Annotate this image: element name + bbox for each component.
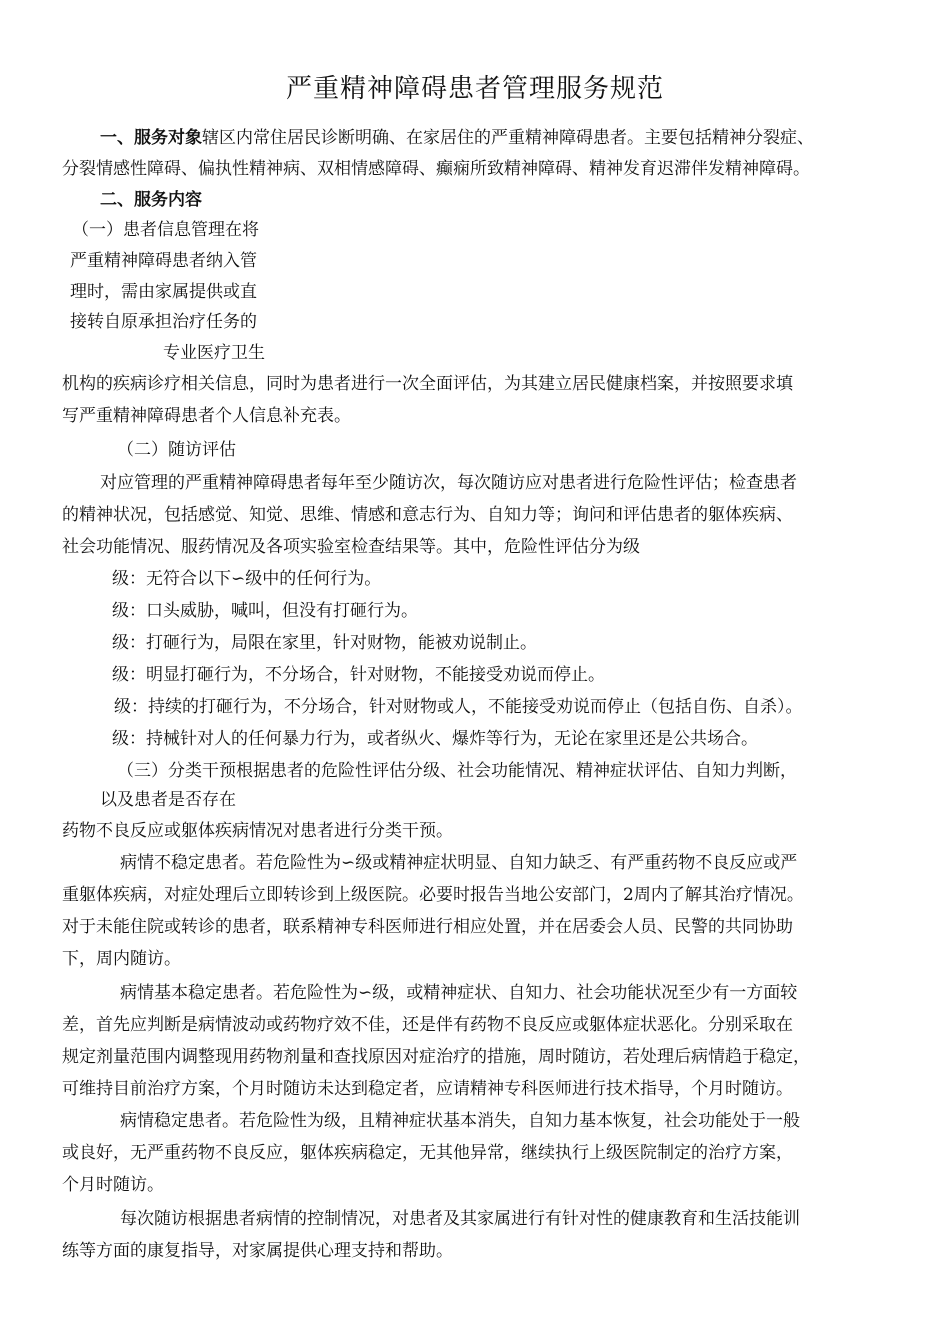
- p2-line2: 的精神状况，包括感觉、知觉、思维、情感和意志行为、自知力等；询问和评估患者的躯体疾病、: [62, 505, 793, 525]
- unstable-line1: 病情不稳定患者。若危险性为∽级或精神症状明显、自知力缺乏、有严重药物不良反应或严: [120, 853, 798, 873]
- document-title: 严重精神障碍患者管理服务规范: [285, 74, 664, 104]
- basic-line1: 病情基本稳定患者。若危险性为∽级，或精神症状、自知力、社会功能状况至少有一方面较: [120, 983, 798, 1003]
- risk-level-5: 级：持械针对人的任何暴力行为，或者纵火、爆炸等行为，无论在家里还是公共场合。: [112, 729, 758, 749]
- final-line2: 练等方面的康复指导，对家属提供心理支持和帮助。: [62, 1241, 453, 1261]
- p1-line2: 严重精神障碍患者纳入管: [70, 251, 257, 271]
- p1-line6: 机构的疾病诊疗相关信息，同时为患者进行一次全面评估，为其建立居民健康档案，并按照要求填: [62, 374, 793, 394]
- stable-line2: 或良好，无严重药物不良反应，躯体疾病稳定，无其他异常，继续执行上级医院制定的治疗方案，: [62, 1143, 793, 1163]
- section1-text-1: 辖区内常住居民诊断明确、在家居住的严重精神障碍患者。主要包括精神分裂症、: [202, 128, 814, 148]
- unstable-line4: 下，周内随访。: [62, 949, 181, 969]
- p1-line4: 接转自原承担治疗任务的: [70, 312, 257, 332]
- risk-level-2: 级：打砸行为，局限在家里，针对财物，能被劝说制止。: [112, 633, 537, 653]
- p1-line3: 理时，需由家属提供或直: [70, 282, 257, 302]
- section1-line1: [100, 127, 814, 149]
- risk-level-1: 级：口头威胁，喊叫，但没有打砸行为。: [112, 601, 418, 621]
- unstable-line3: 对于未能住院或转诊的患者，联系精神专科医师进行相应处置，并在居委会人员、民警的共同协助: [62, 917, 793, 937]
- risk-level-3: 级：明显打砸行为，不分场合，针对财物，不能接受劝说而停止。: [112, 665, 605, 685]
- p3-line1: （三）分类干预根据患者的危险性评估分级、社会功能情况、精神症状评估、自知力判断，: [117, 761, 797, 781]
- p1-line7: 写严重精神障碍患者个人信息补充表。: [62, 406, 351, 426]
- basic-line2: 差，首先应判断是病情波动或药物疗效不佳，还是伴有药物不良反应或躯体症状恶化。分别采取在: [62, 1015, 793, 1035]
- unstable-line2: 重躯体疾病，对症处理后立即转诊到上级医院。必要时报告当地公安部门，2周内了解其治疗情况。: [62, 885, 804, 905]
- stable-line3: 个月时随访。: [62, 1175, 164, 1195]
- section1-label: 一、服务对象: [100, 128, 202, 148]
- risk-level-4: 级：持续的打砸行为，不分场合，针对财物或人，不能接受劝说而停止（包括自伤、自杀）。: [114, 697, 803, 717]
- risk-level-0: 级：无符合以下∽级中的任何行为。: [112, 569, 382, 589]
- final-line1: 每次随访根据患者病情的控制情况，对患者及其家属进行有针对性的健康教育和生活技能训: [120, 1209, 800, 1229]
- p2-heading: （二）随访评估: [117, 440, 236, 460]
- section2-heading: 二、服务内容: [100, 190, 202, 210]
- p2-line3: 社会功能情况、服药情况及各项实验室检查结果等。其中，危险性评估分为级: [62, 537, 640, 557]
- p3-line2: 以及患者是否存在: [100, 790, 236, 810]
- basic-line3: 规定剂量范围内调整现用药物剂量和查找原因对症治疗的措施，周时随访，若处理后病情趋于稳定，: [62, 1047, 810, 1067]
- section1-line2: 分裂情感性障碍、偏执性精神病、双相情感障碍、癫痫所致精神障碍、精神发育迟滞伴发精神障碍。: [62, 159, 810, 179]
- p3-line3: 药物不良反应或躯体疾病情况对患者进行分类干预。: [62, 821, 453, 841]
- p2-line1: 对应管理的严重精神障碍患者每年至少随访次，每次随访应对患者进行危险性评估；检查患者: [100, 473, 797, 493]
- basic-line4: 可维持目前治疗方案，个月时随访未达到稳定者，应请精神专科医师进行技术指导，个月时随访。: [62, 1079, 793, 1099]
- p1-line5: 专业医疗卫生: [163, 343, 265, 363]
- stable-line1: 病情稳定患者。若危险性为级，且精神症状基本消失，自知力基本恢复，社会功能处于一般: [120, 1111, 800, 1131]
- p1-line1: （一）患者信息管理在将: [72, 220, 259, 240]
